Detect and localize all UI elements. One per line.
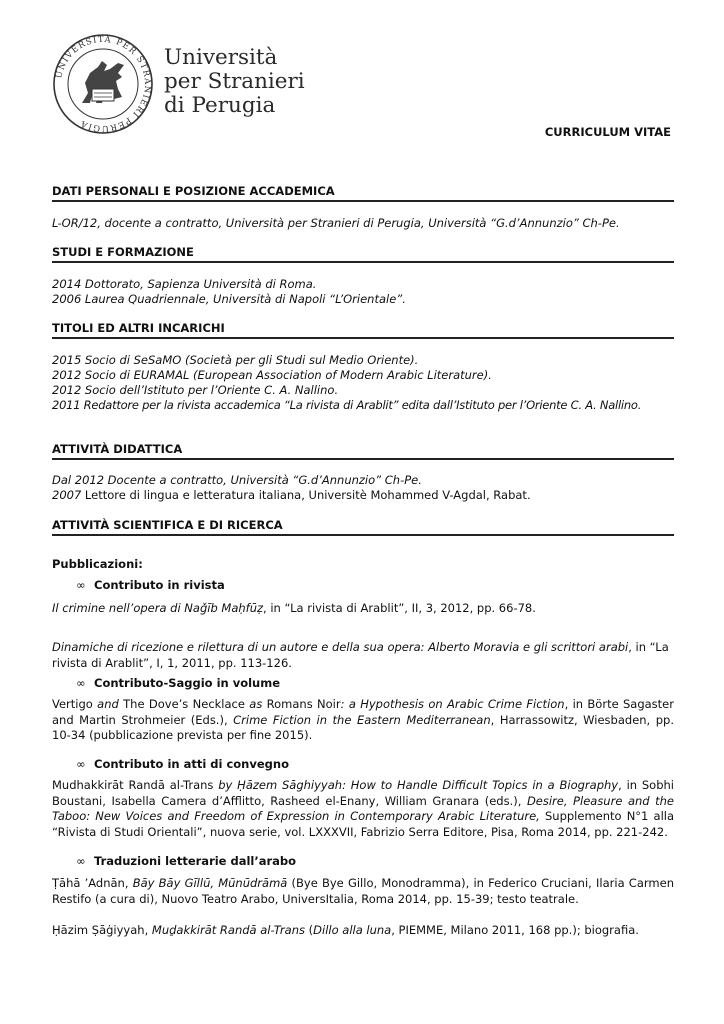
publication-text: Ḥāzim Ṣāġiyyah, — [52, 923, 152, 937]
section-heading-didattica: ATTIVITÀ DIDATTICA — [52, 442, 674, 460]
publication-details: Supplemento N°1 alla “Rivista di Studi Orientali”, nuova serie, vol. LXXXVII, Fabrizio Serra Editore, Pisa, Roma 2014, pp. 221-242. — [52, 809, 675, 839]
university-logo — [52, 33, 305, 137]
section-heading-ricerca: ATTIVITÀ SCIENTIFICA E DI RICERCA — [52, 518, 674, 536]
publication-title: by Ḥāzem Sāghiyyah: How to Handle Difficult Topics in a Biography — [218, 778, 619, 792]
category-label: Contributo in rivista — [94, 578, 225, 592]
publication-title: : a Hypothesis on Arabic Crime Fiction — [340, 697, 565, 711]
document-title: CURRICULUM VITAE — [544, 125, 671, 139]
publication-text: The Dove’s Necklace — [118, 697, 250, 711]
publication-details: , Harrassowitz, Wiesbaden, pp. 10-34 (pubblicazione prevista per fine 2015). — [52, 712, 674, 743]
publication-details: , in Börte Sagaster and Martin Strohmeier (Eds.), — [52, 697, 674, 727]
book-title: Desire, Pleasure and the Taboo: New Voices and Freedom of Expression in Contemporary Arabic Literature, — [52, 793, 674, 824]
section-heading-dati: DATI PERSONALI E POSIZIONE ACCADEMICA — [52, 184, 674, 202]
category-contributo-rivista — [76, 578, 225, 592]
publication-title: Bāy Bāy Gīllū, Mūnūdrāmā — [132, 876, 288, 890]
pubblicazioni-label: Pubblicazioni: — [52, 557, 143, 571]
category-traduzioni — [76, 854, 296, 868]
didattica-line: Dal 2012 Docente a contratto, Università “G.d’Annunzio” Ch-Pe. — [52, 473, 422, 487]
didattica-year: 2007 — [52, 488, 82, 502]
publication-entry — [52, 640, 674, 671]
infinity-bullet-icon: ∞ — [76, 578, 86, 592]
publication-details: , PIEMME, Milano 2011, 168 pp.); biografia. — [391, 923, 639, 937]
didattica-text: Lettore di lingua e letteratura italiana, Universitè Mohammed V-Agdal, Rabat. — [81, 488, 531, 502]
dati-line: L-OR/12, docente a contratto, Università per Stranieri di Perugia, Università “G.d’Annunzio” Ch-Pe. — [52, 216, 620, 230]
publication-entry — [52, 697, 674, 744]
publication-text: Vertigo — [52, 697, 98, 711]
titoli-line: 2015 Socio di SeSaMO (Società per gli Studi sul Medio Oriente). — [52, 353, 419, 367]
university-seal-icon — [52, 33, 154, 135]
book-title: Dillo alla luna — [313, 923, 392, 937]
university-name — [164, 46, 305, 118]
publication-text: Romans Noir — [262, 697, 341, 711]
publication-details: , in Sobhi Boustani, Isabella Camera d’Afflitto, Rasheed el-Enany, William Granara (eds.), — [52, 778, 674, 808]
book-title: Crime Fiction in the Eastern Mediterranean — [233, 712, 491, 727]
publication-text: ( — [304, 923, 314, 937]
infinity-bullet-icon: ∞ — [76, 676, 86, 690]
didattica-line — [52, 488, 674, 504]
publication-details: (Bye Bye Gillo, Monodramma), in Federico Cruciani, Ilaria Carmen Restifo (a cura di), Nuovo Teatro Arabo, UniversItalia, Roma 2014, pp. 15-39; testo teatrale. — [52, 876, 674, 906]
section-heading-titoli: TITOLI ED ALTRI INCARICHI — [52, 321, 674, 339]
publication-text: Ṭāhā ’Adnān, — [52, 876, 133, 890]
studi-line: 2006 Laurea Quadriennale, Università di Napoli “L’Orientale”. — [52, 292, 406, 306]
category-atti-convegno — [76, 757, 289, 771]
titoli-line: 2011 Redattore per la rivista accademica “La rivista di Arablit” edita dall’Istituto per l’Oriente C. A. Nallino. — [52, 398, 642, 412]
seal-text: UNIVERSITÀ PER STRANIERI PERUGIA — [54, 34, 153, 134]
publication-entry — [52, 923, 674, 939]
category-label: Traduzioni letterarie dall’arabo — [94, 854, 297, 868]
publication-title: Dinamiche di ricezione e rilettura di un autore e della sua opera: Alberto Moravia e gli scrittori arabi — [52, 640, 629, 654]
infinity-bullet-icon: ∞ — [76, 757, 86, 771]
titoli-line: 2012 Socio dell’Istituto per l’Oriente C. A. Nallino. — [52, 383, 339, 397]
publication-details: , in “La rivista di Arablit”, I, 1, 2011, pp. 113-126. — [52, 640, 669, 670]
publication-title: Muḏakkirāt Randā al-Trans — [151, 923, 305, 937]
publication-title: Il crimine nell’opera di Naǧīb Maḥfūẓ — [52, 601, 264, 615]
section-heading-studi: STUDI E FORMAZIONE — [52, 245, 674, 263]
publication-details: , in “La rivista di Arablit”, II, 3, 2012, pp. 66-78. — [263, 601, 536, 615]
category-label: Contributo-Saggio in volume — [94, 676, 281, 690]
titoli-line: 2012 Socio di EURAMAL (European Association of Modern Arabic Literature). — [52, 368, 492, 382]
university-name-line: di Perugia — [164, 93, 276, 118]
publication-entry — [52, 876, 674, 907]
university-name-line: Università — [164, 45, 278, 70]
infinity-bullet-icon: ∞ — [76, 854, 86, 868]
studi-line: 2014 Dottorato, Sapienza Università di Roma. — [52, 277, 317, 291]
category-label: Contributo in atti di convegno — [94, 757, 289, 771]
category-contributo-volume — [76, 676, 280, 690]
publication-text: and — [97, 697, 119, 711]
publication-entry — [52, 601, 674, 617]
publication-entry — [52, 778, 674, 840]
publication-text: Mudhakkirāt Randā al-Trans — [52, 778, 219, 792]
publication-text: as — [249, 697, 263, 711]
university-name-line: per Stranieri — [164, 69, 305, 94]
